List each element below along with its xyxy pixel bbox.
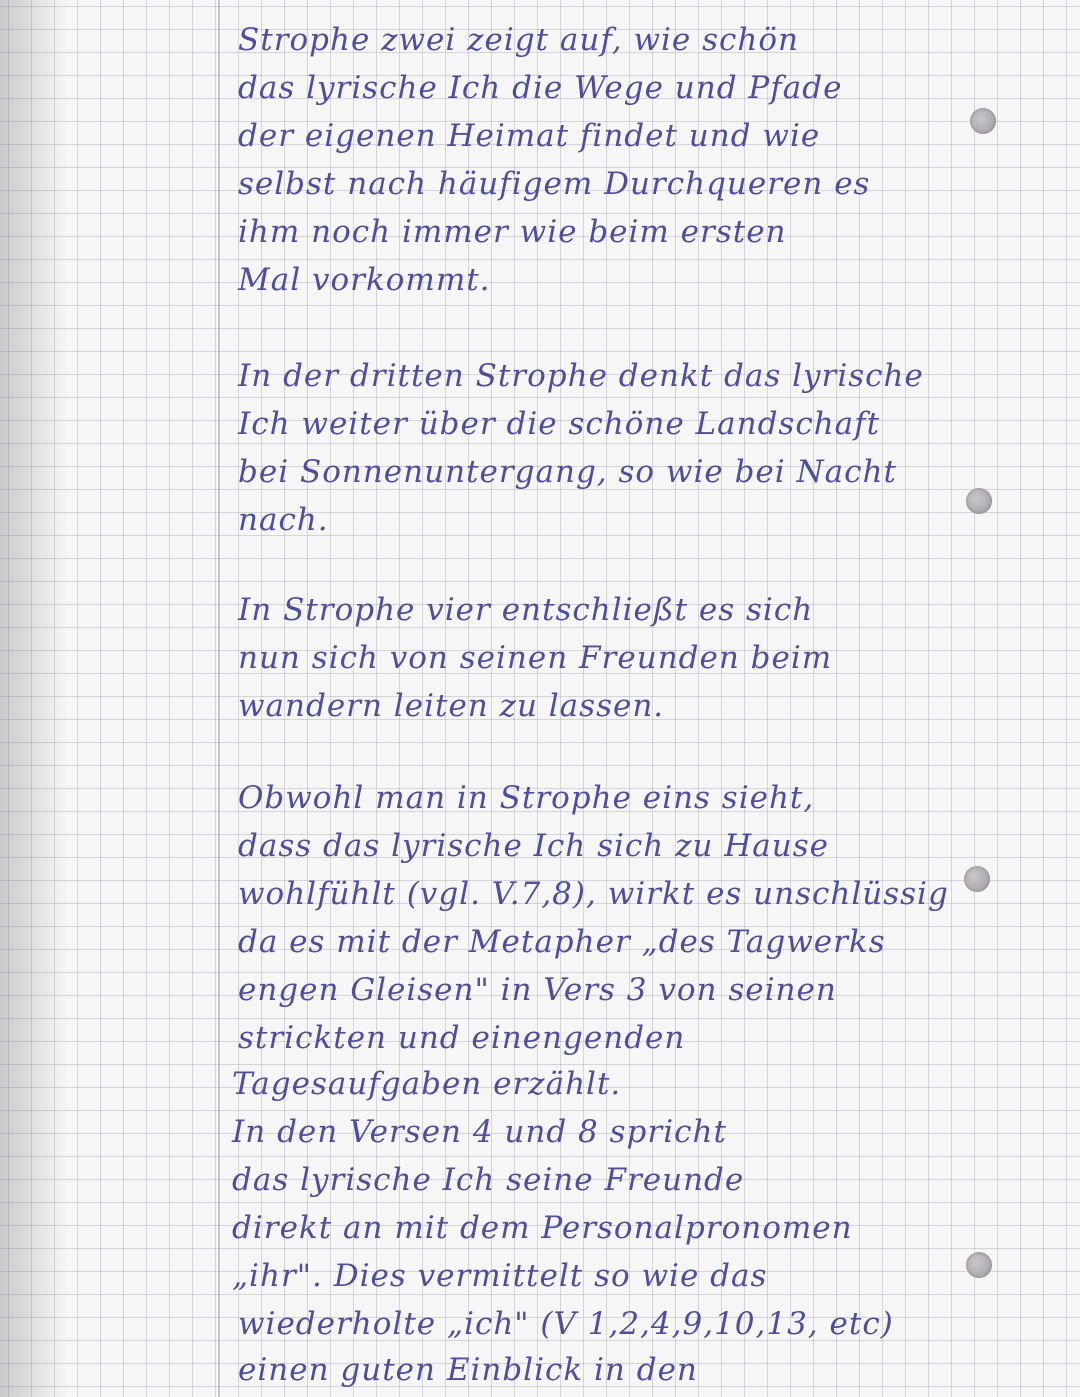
- text-line: nach.: [238, 502, 329, 538]
- page-edge-shadow: [0, 0, 68, 1397]
- punch-hole: [966, 488, 992, 514]
- text-line: dass das lyrische Ich sich zu Hause: [238, 828, 830, 864]
- text-line: der eigenen Heimat findet und wie: [238, 118, 821, 154]
- text-line: bei Sonnenuntergang, so wie bei Nacht: [238, 454, 897, 490]
- text-line: Strophe zwei zeigt auf, wie schön: [238, 22, 799, 58]
- text-line: engen Gleisen" in Vers 3 von seinen: [238, 972, 837, 1008]
- punch-hole: [964, 866, 990, 892]
- text-line: Ich weiter über die schöne Landschaft: [238, 406, 881, 442]
- text-line: In den Versen 4 und 8 spricht: [232, 1114, 727, 1150]
- text-line: das lyrische Ich die Wege und Pfade: [238, 70, 843, 106]
- text-line: selbst nach häufigem Durchqueren es: [238, 166, 871, 202]
- text-line: Mal vorkommt.: [238, 262, 491, 298]
- text-line: Obwohl man in Strophe eins sieht,: [238, 780, 815, 816]
- text-line: nun sich von seinen Freunden beim: [238, 640, 833, 676]
- text-line: wohlfühlt (vgl. V.7,8), wirkt es unschlüssig: [238, 876, 949, 912]
- text-line: wiederholte „ich" (V 1,2,4,9,10,13, etc): [238, 1306, 894, 1342]
- text-line: da es mit der Metapher „des Tagwerks: [238, 924, 886, 960]
- text-line: ihm noch immer wie beim ersten: [238, 214, 787, 250]
- text-line: „ihr". Dies vermittelt so wie das: [232, 1258, 768, 1294]
- text-line: strickten und einengenden: [238, 1020, 686, 1056]
- text-line: Tagesaufgaben erzählt.: [232, 1066, 622, 1102]
- text-line: einen guten Einblick in den: [238, 1352, 698, 1388]
- punch-hole: [970, 108, 996, 134]
- margin-line: [218, 0, 220, 1397]
- text-line: wandern leiten zu lassen.: [238, 688, 665, 724]
- text-line: In der dritten Strophe denkt das lyrische: [238, 358, 924, 394]
- punch-hole: [966, 1252, 992, 1278]
- text-line: das lyrische Ich seine Freunde: [232, 1162, 745, 1198]
- text-line: direkt an mit dem Personalpronomen: [232, 1210, 853, 1246]
- text-line: In Strophe vier entschließt es sich: [238, 592, 814, 628]
